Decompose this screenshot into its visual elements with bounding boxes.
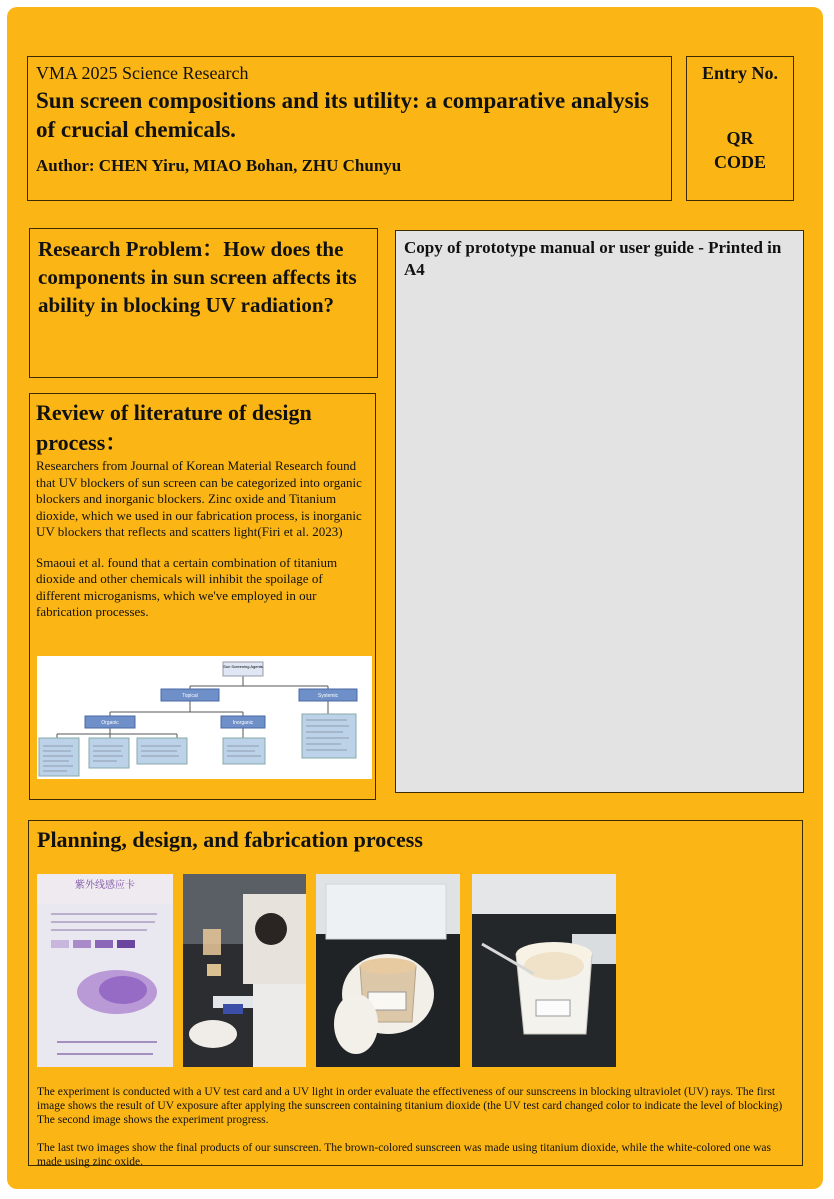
- planning-section: [28, 820, 803, 1166]
- entry-box: [686, 56, 794, 201]
- experiment-progress-photo: [183, 874, 306, 1067]
- sunscreen-agents-diagram: [37, 656, 372, 779]
- literature-heading: Review of literature of design process：: [36, 400, 312, 455]
- uv-card-title: 紫外线感应卡: [75, 880, 135, 891]
- diagram-topical-label: Topical: [182, 693, 198, 699]
- planning-paragraph: The last two images show the final products of our sunscreen. The brown-colored sunscreen was made using titanium dioxide, while the white-colored one was made using zinc oxide.: [37, 1142, 772, 1168]
- literature-paragraph: Researchers from Journal of Korean Material Research found that UV blockers of sun screen can be categorized into organic blockers and inorganic blockers. Zinc oxide and Titanium dioxide, which we used in our fabrication process, is inorganic UV blockers that reflects and scatters light(Firi et al. 2023): [36, 458, 362, 539]
- entry-number-label: Entry No.: [702, 63, 778, 83]
- poster-title: Sun screen compositions and its utility: a comparative analysis of crucial chemicals.: [36, 88, 649, 142]
- research-problem-box: Research Problem：How does the components in sun screen affects its ability in blocking UV radiation?: [29, 228, 378, 378]
- zinc-oxide-sunscreen-photo: [472, 874, 616, 1067]
- uv-test-card-photo: [37, 874, 173, 1067]
- literature-paragraph: Smaoui et al. found that a certain combination of titanium dioxide and other chemicals will inhibit the spoilage of different microganisms, which we've employed in our fabrication processes.: [36, 554, 338, 619]
- diagram-inorganic-label: Inorganic: [232, 720, 254, 726]
- event-subtitle: VMA 2025 Science Research: [36, 63, 249, 83]
- planning-heading: Planning, design, and fabrication process: [37, 827, 423, 852]
- qr-code-placeholder: QR CODE: [713, 128, 766, 172]
- header-box: [27, 56, 672, 201]
- authors: Author: CHEN Yiru, MIAO Bohan, ZHU Chunyu: [36, 156, 402, 175]
- prototype-manual-box: Copy of prototype manual or user guide - Printed in A4: [395, 230, 804, 793]
- diagram-systemic-label: Systemic: [317, 693, 339, 699]
- titanium-dioxide-sunscreen-photo: [316, 874, 460, 1067]
- poster: [7, 7, 823, 1189]
- diagram-root-label: Sun Screening Agents: [223, 664, 263, 669]
- literature-review-box: [29, 393, 376, 800]
- planning-paragraph: The experiment is conducted with a UV test card and a UV light in order evaluate the effectiveness of our sunscreens in blocking ultraviolet (UV) rays. The first image shows the result of UV exposure after applying the sunscreen containing titanium dioxide (the UV test card changed color to indicate the level of blocking) The second image shows the experiment progress.: [37, 1086, 783, 1126]
- diagram-organic-label: Organic: [101, 720, 119, 726]
